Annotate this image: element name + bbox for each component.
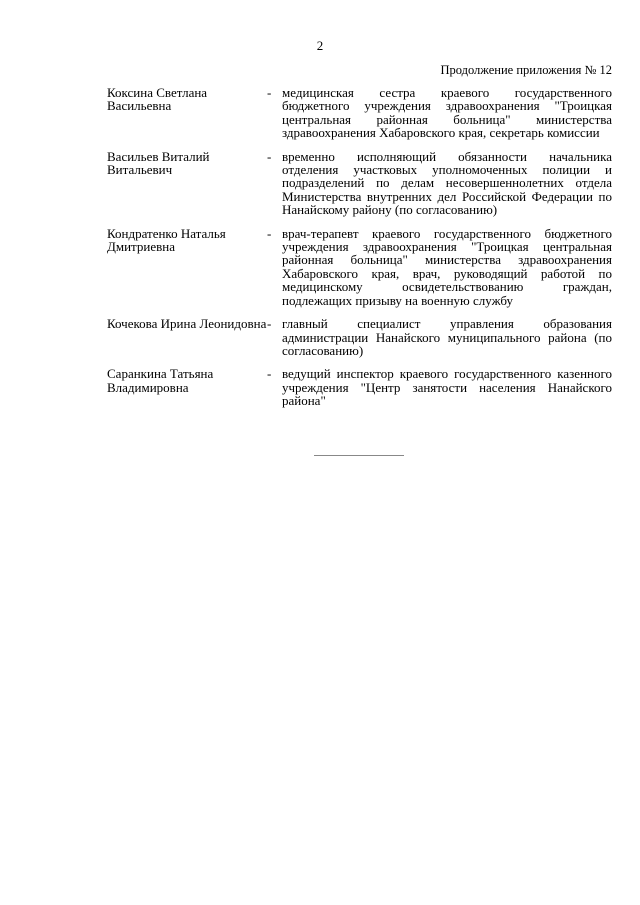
- member-name: Саранкина Татьяна Владимировна: [107, 366, 214, 395]
- member-entry-vasiliev: [107, 150, 612, 217]
- page-number: 2: [316, 38, 324, 53]
- member-role: ведущий инспектор краевого государственного казенного учреждения "Центр занятости населения Нанайского района": [282, 366, 612, 409]
- member-role: медицинская сестра краевого государственного бюджетного учреждения здравоохранения "Троицкая центральная районная больница" министерства здравоохранения Хабаровского края, секретарь комиссии: [282, 85, 612, 141]
- member-entry-kochekova: [107, 317, 612, 357]
- member-role: главный специалист управления образования администрации Нанайского муниципального района (по согласованию): [282, 316, 612, 358]
- member-dash: -: [267, 366, 272, 382]
- member-name: Кондратенко Наталья Дмитриевна: [107, 225, 226, 255]
- member-entry-sarankina: [107, 367, 612, 407]
- member-dash: -: [267, 85, 272, 100]
- member-name: Кочекова Ирина Леонидовна: [107, 316, 267, 332]
- member-entry-kondratenko: [107, 227, 612, 307]
- member-dash: -: [267, 225, 272, 241]
- member-name: Коксина Светлана Васильевна: [107, 85, 208, 114]
- commission-members-list: [107, 86, 612, 408]
- member-dash: -: [267, 148, 272, 164]
- appendix-continuation-note: Продолжение приложения № 12: [440, 63, 612, 77]
- member-entry-koksina: [107, 86, 612, 140]
- member-name: Васильев Виталий Витальевич: [107, 148, 210, 178]
- member-role: врач-терапевт краевого государственного бюджетного учреждения здравоохранения "Троицкая центральная районная больница" министерства здравоохранения Хабаровского края, врач, руководящий работой по медицинскому освидетельствованию граждан, подлежащих призыву на военную службу: [282, 225, 612, 308]
- member-dash: -: [267, 316, 272, 332]
- member-role: временно исполняющий обязанности начальника отделения участковых уполномоченных полиции и подразделений по делам несовершеннолетних отдела Министерства внутренних дел Российской Федерации по Нанайскому району (по согласованию): [282, 148, 612, 218]
- end-of-list-separator: [314, 455, 404, 456]
